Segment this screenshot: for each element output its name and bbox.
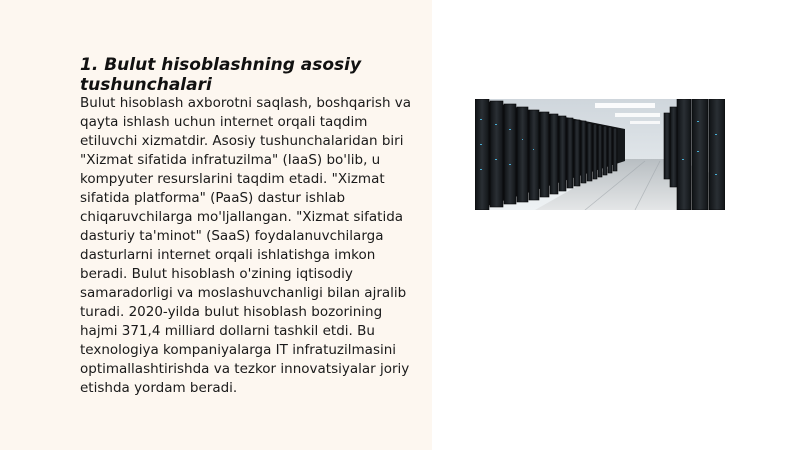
slide-heading: 1. Bulut hisoblashning asosiy tushunchalari [80,55,362,95]
datacenter-illustration [475,99,725,210]
slide-body-text: Bulut hisoblash axborotni saqlash, boshqarish va qayta ishlash uchun internet orqali taqdim etiluvchi xizmatdir. Asosiy tushunchalaridan biri "Xizmat sifatida infratuzilma" (IaaS) bo'lib, u kompyuter resurslarini taqdim etadi. "Xizmat sifatida platforma" (PaaS) dastur ishlab chiqaruvchilarga mo'ljallangan. "Xizmat sifatida dasturiy ta'minot" (SaaS) foydalanuvchilarga dasturlarni internet orqali ishlatishga imkon beradi. Bulut hisoblash o'zining iqtisodiy samaradorligi va moslashuvchanligi bilan ajralib turadi. 2020-yilda bulut hisoblash bozorining hajmi 371,4 milliard dollarni tashkil etdi. Bu texnologiya kompaniyalarga IT infratuzilmasini optimallashtirishda va tezkor innovatsiyalar joriy etishda yordam beradi. [80,95,412,396]
datacenter-image [475,99,725,210]
